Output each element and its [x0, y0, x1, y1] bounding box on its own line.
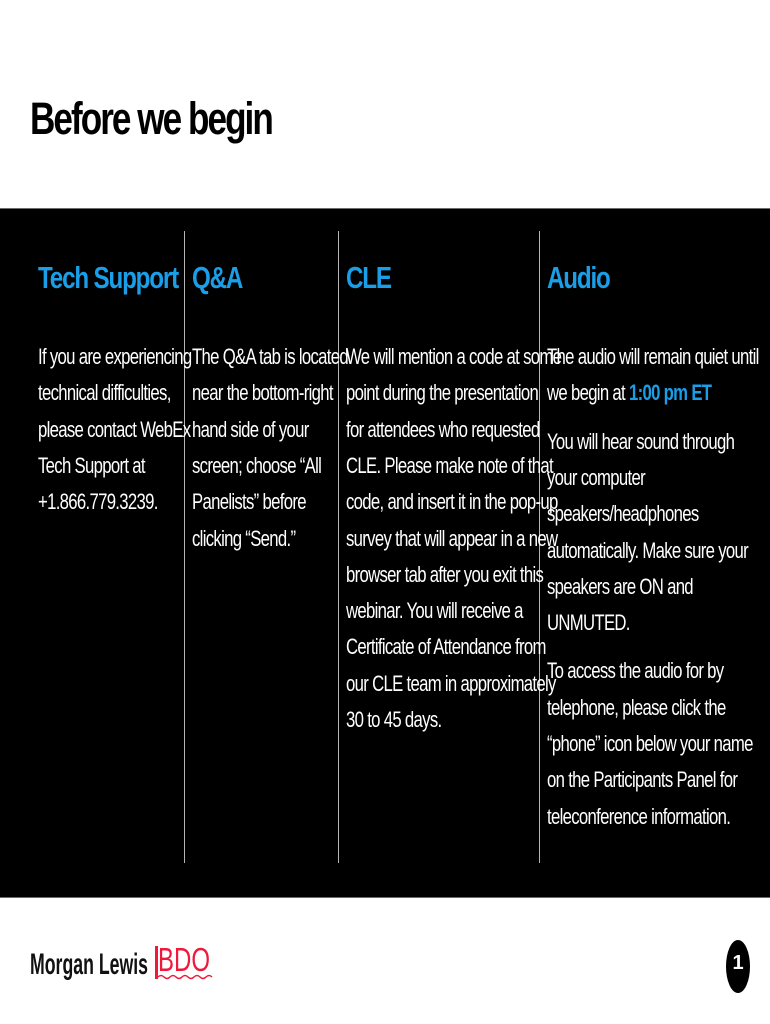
text-line: near the bottom-right — [192, 380, 333, 406]
text-line: browser tab after you exit this — [346, 561, 544, 587]
morgan-lewis-logo-text: Morgan Lewis — [30, 948, 148, 981]
text-line: we begin at — [547, 380, 625, 406]
text-line: 30 to 45 days. — [346, 707, 442, 733]
start-time: 1:00 pm ET — [628, 380, 712, 406]
text-line: We will mention a code at some — [346, 344, 562, 370]
tech-support-column — [38, 260, 192, 521]
audio-telephone-text — [547, 653, 770, 834]
page-number-badge — [726, 940, 750, 993]
text-line: our CLE team in approximately — [346, 670, 556, 696]
cle-heading: CLE — [346, 260, 391, 295]
text-line: Tech Support at — [38, 452, 145, 478]
text-line: UNMUTED. — [547, 610, 630, 636]
page-number: 1 — [732, 952, 744, 974]
slide-title: Before we begin — [30, 93, 272, 144]
text-line: webinar. You will receive a — [346, 598, 523, 624]
qa-heading: Q&A — [192, 260, 243, 295]
text-line: Certificate of Attendance from — [346, 634, 546, 660]
text-line: To access the audio for by — [547, 658, 724, 684]
qa-text — [192, 339, 348, 557]
text-line: code, and insert it in the pop-up — [346, 489, 558, 515]
text-line: “phone” icon below your name — [547, 731, 753, 757]
text-line: survey that will appear in a new — [346, 525, 558, 551]
text-line: please contact WebEx — [38, 416, 191, 442]
tech-support-heading: Tech Support — [38, 260, 178, 295]
audio-column — [547, 261, 770, 835]
text-line: The audio will remain quiet until — [547, 344, 759, 370]
text-line: speakers/headphones — [547, 501, 699, 527]
audio-start-text — [547, 339, 770, 412]
text-line: teleconference information. — [547, 803, 731, 829]
text-line: clicking “Send.” — [192, 525, 296, 551]
audio-heading: Audio — [547, 260, 610, 295]
text-line: on the Participants Panel for — [547, 767, 738, 793]
text-line: screen; choose “All — [192, 452, 322, 478]
tech-support-text — [38, 339, 192, 520]
text-line: your computer — [547, 464, 645, 490]
text-line: automatically. Make sure your — [547, 537, 749, 563]
text-line: telephone, please click the — [547, 694, 726, 720]
morgan-lewis-bdo-logo — [30, 932, 214, 988]
text-line: technical difficulties, — [38, 380, 171, 406]
text-line: for attendees who requested — [346, 416, 540, 442]
audio-computer-text — [547, 424, 770, 642]
cle-text — [346, 339, 562, 738]
bdo-logo-text: BDO — [158, 941, 210, 978]
text-line: If you are experiencing — [38, 344, 192, 370]
qa-column — [192, 260, 348, 557]
text-line: hand side of your — [192, 416, 309, 442]
text-line: Panelists” before — [192, 489, 306, 515]
text-line: The Q&A tab is located — [192, 344, 348, 370]
column-divider — [184, 231, 185, 863]
text-line: speakers are ON and — [547, 573, 693, 599]
content-band — [0, 208, 770, 898]
cle-column — [346, 260, 562, 738]
text-line: CLE. Please make note of that — [346, 452, 553, 478]
text-line: +1.866.779.3239. — [38, 489, 158, 515]
text-line: point during the presentation — [346, 380, 539, 406]
text-line: You will hear sound through — [547, 428, 735, 454]
